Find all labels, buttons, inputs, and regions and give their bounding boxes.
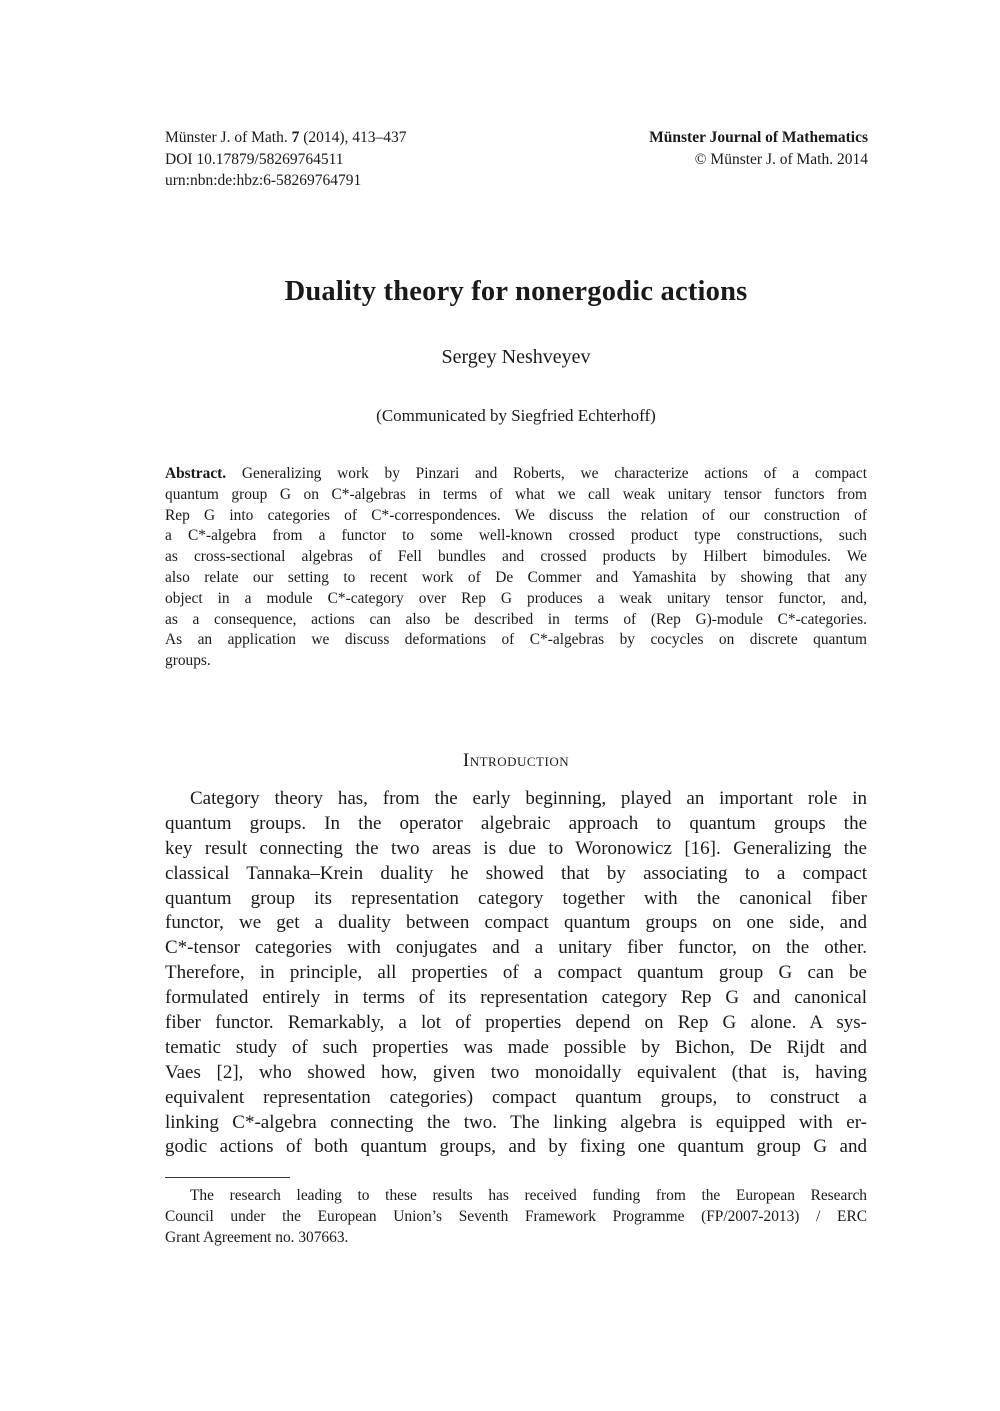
body-line: classical Tannaka–Krein duality he showed that by associating to a compact <box>165 862 867 884</box>
body-line: quantum groups. In the operator algebraic approach to quantum groups the <box>165 812 867 834</box>
body-line: functor, we get a duality between compact quantum groups on one side, and <box>165 912 867 934</box>
urn: urn:nbn:de:hbz:6-58269764791 <box>165 172 362 189</box>
body-line: C*-tensor categories with conjugates and a unitary fiber functor, on the other. <box>165 937 867 959</box>
abstract-line: object in a module C*-category over Rep G produces a weak unitary tensor functor, and, <box>165 589 867 607</box>
abstract-line: a C*-algebra from a functor to some well-known crossed product type constructions, such <box>165 527 867 545</box>
body-line: Vaes [2], who showed how, given two monoidally equivalent (that is, having <box>165 1061 867 1083</box>
body-line: quantum group its representation category together with the canonical fiber <box>165 887 867 909</box>
doi: DOI 10.17879/58269764511 <box>165 150 344 168</box>
body-line: tematic study of such properties was made possible by Bichon, De Rijdt and <box>165 1036 867 1058</box>
abstract-line: as cross-sectional algebras of Fell bundles and crossed products by Hilbert bimodules. We <box>165 548 867 566</box>
abstract-label: Abstract. <box>165 465 227 482</box>
author-name: Sergey Neshveyev <box>441 346 591 368</box>
abstract-line: as a consequence, actions can also be described in terms of (Rep G)-module C*-categories. <box>165 610 867 628</box>
footnote-line: Grant Agreement no. 307663. <box>165 1229 349 1246</box>
journal-name: Münster Journal of Mathematics <box>649 129 868 146</box>
body-line: fiber functor. Remarkably, a lot of properties depend on Rep G alone. A sys- <box>165 1012 867 1034</box>
abstract-line: Abstract. Generalizing work by Pinzari and Roberts, we characterize actions of a compact <box>165 465 867 482</box>
body-line: Category theory has, from the early beginning, played an important role in <box>190 788 867 809</box>
journal-citation <box>165 127 407 192</box>
body-line: key result connecting the two areas is due to Woronowicz [16]. Generalizing the <box>165 837 867 859</box>
body-line: Therefore, in principle, all properties of a compact quantum group G can be <box>165 962 867 984</box>
body-line: linking C*-algebra connecting the two. The linking algebra is equipped with er- <box>165 1111 867 1133</box>
funding-footnote <box>165 1185 867 1248</box>
journal-reference: Münster J. of Math. 7 (2014), 413–437 <box>165 129 407 146</box>
abstract-line: quantum group G on C*-algebras in terms of what we call weak unitary tensor functors from <box>165 485 867 503</box>
abstract-line: groups. <box>165 652 211 670</box>
footnote-rule <box>165 1177 290 1178</box>
abstract <box>165 464 867 672</box>
copyright-notice: © Münster J. of Math. 2014 <box>694 150 868 168</box>
introduction-body <box>165 787 867 1160</box>
abstract-line: also relate our setting to recent work of De Commer and Yamashita by showing that any <box>165 568 867 586</box>
body-line: godic actions of both quantum groups, and by fixing one quantum group G and <box>165 1136 867 1158</box>
abstract-line: Rep G into categories of C*-correspondences. We discuss the relation of our construction of <box>165 506 867 524</box>
journal-masthead <box>649 127 868 170</box>
abstract-line: As an application we discuss deformations of C*-algebras by cocycles on discrete quantum <box>165 631 867 649</box>
body-line: equivalent representation categories) compact quantum groups, to construct a <box>165 1086 867 1108</box>
paper-title: Duality theory for nonergodic actions <box>284 276 748 307</box>
footnote-line: Council under the European Union’s Seventh Framework Programme (FP/2007-2013) / ERC <box>165 1208 867 1225</box>
volume-number: 7 <box>291 129 300 146</box>
footnote-line: The research leading to these results has received funding from the European Research <box>190 1187 867 1204</box>
section-heading-introduction: Introduction <box>462 750 570 771</box>
communicated-by: (Communicated by Siegfried Echterhoff) <box>376 406 656 425</box>
body-line: formulated entirely in terms of its representation category Rep G and canonical <box>165 987 867 1009</box>
